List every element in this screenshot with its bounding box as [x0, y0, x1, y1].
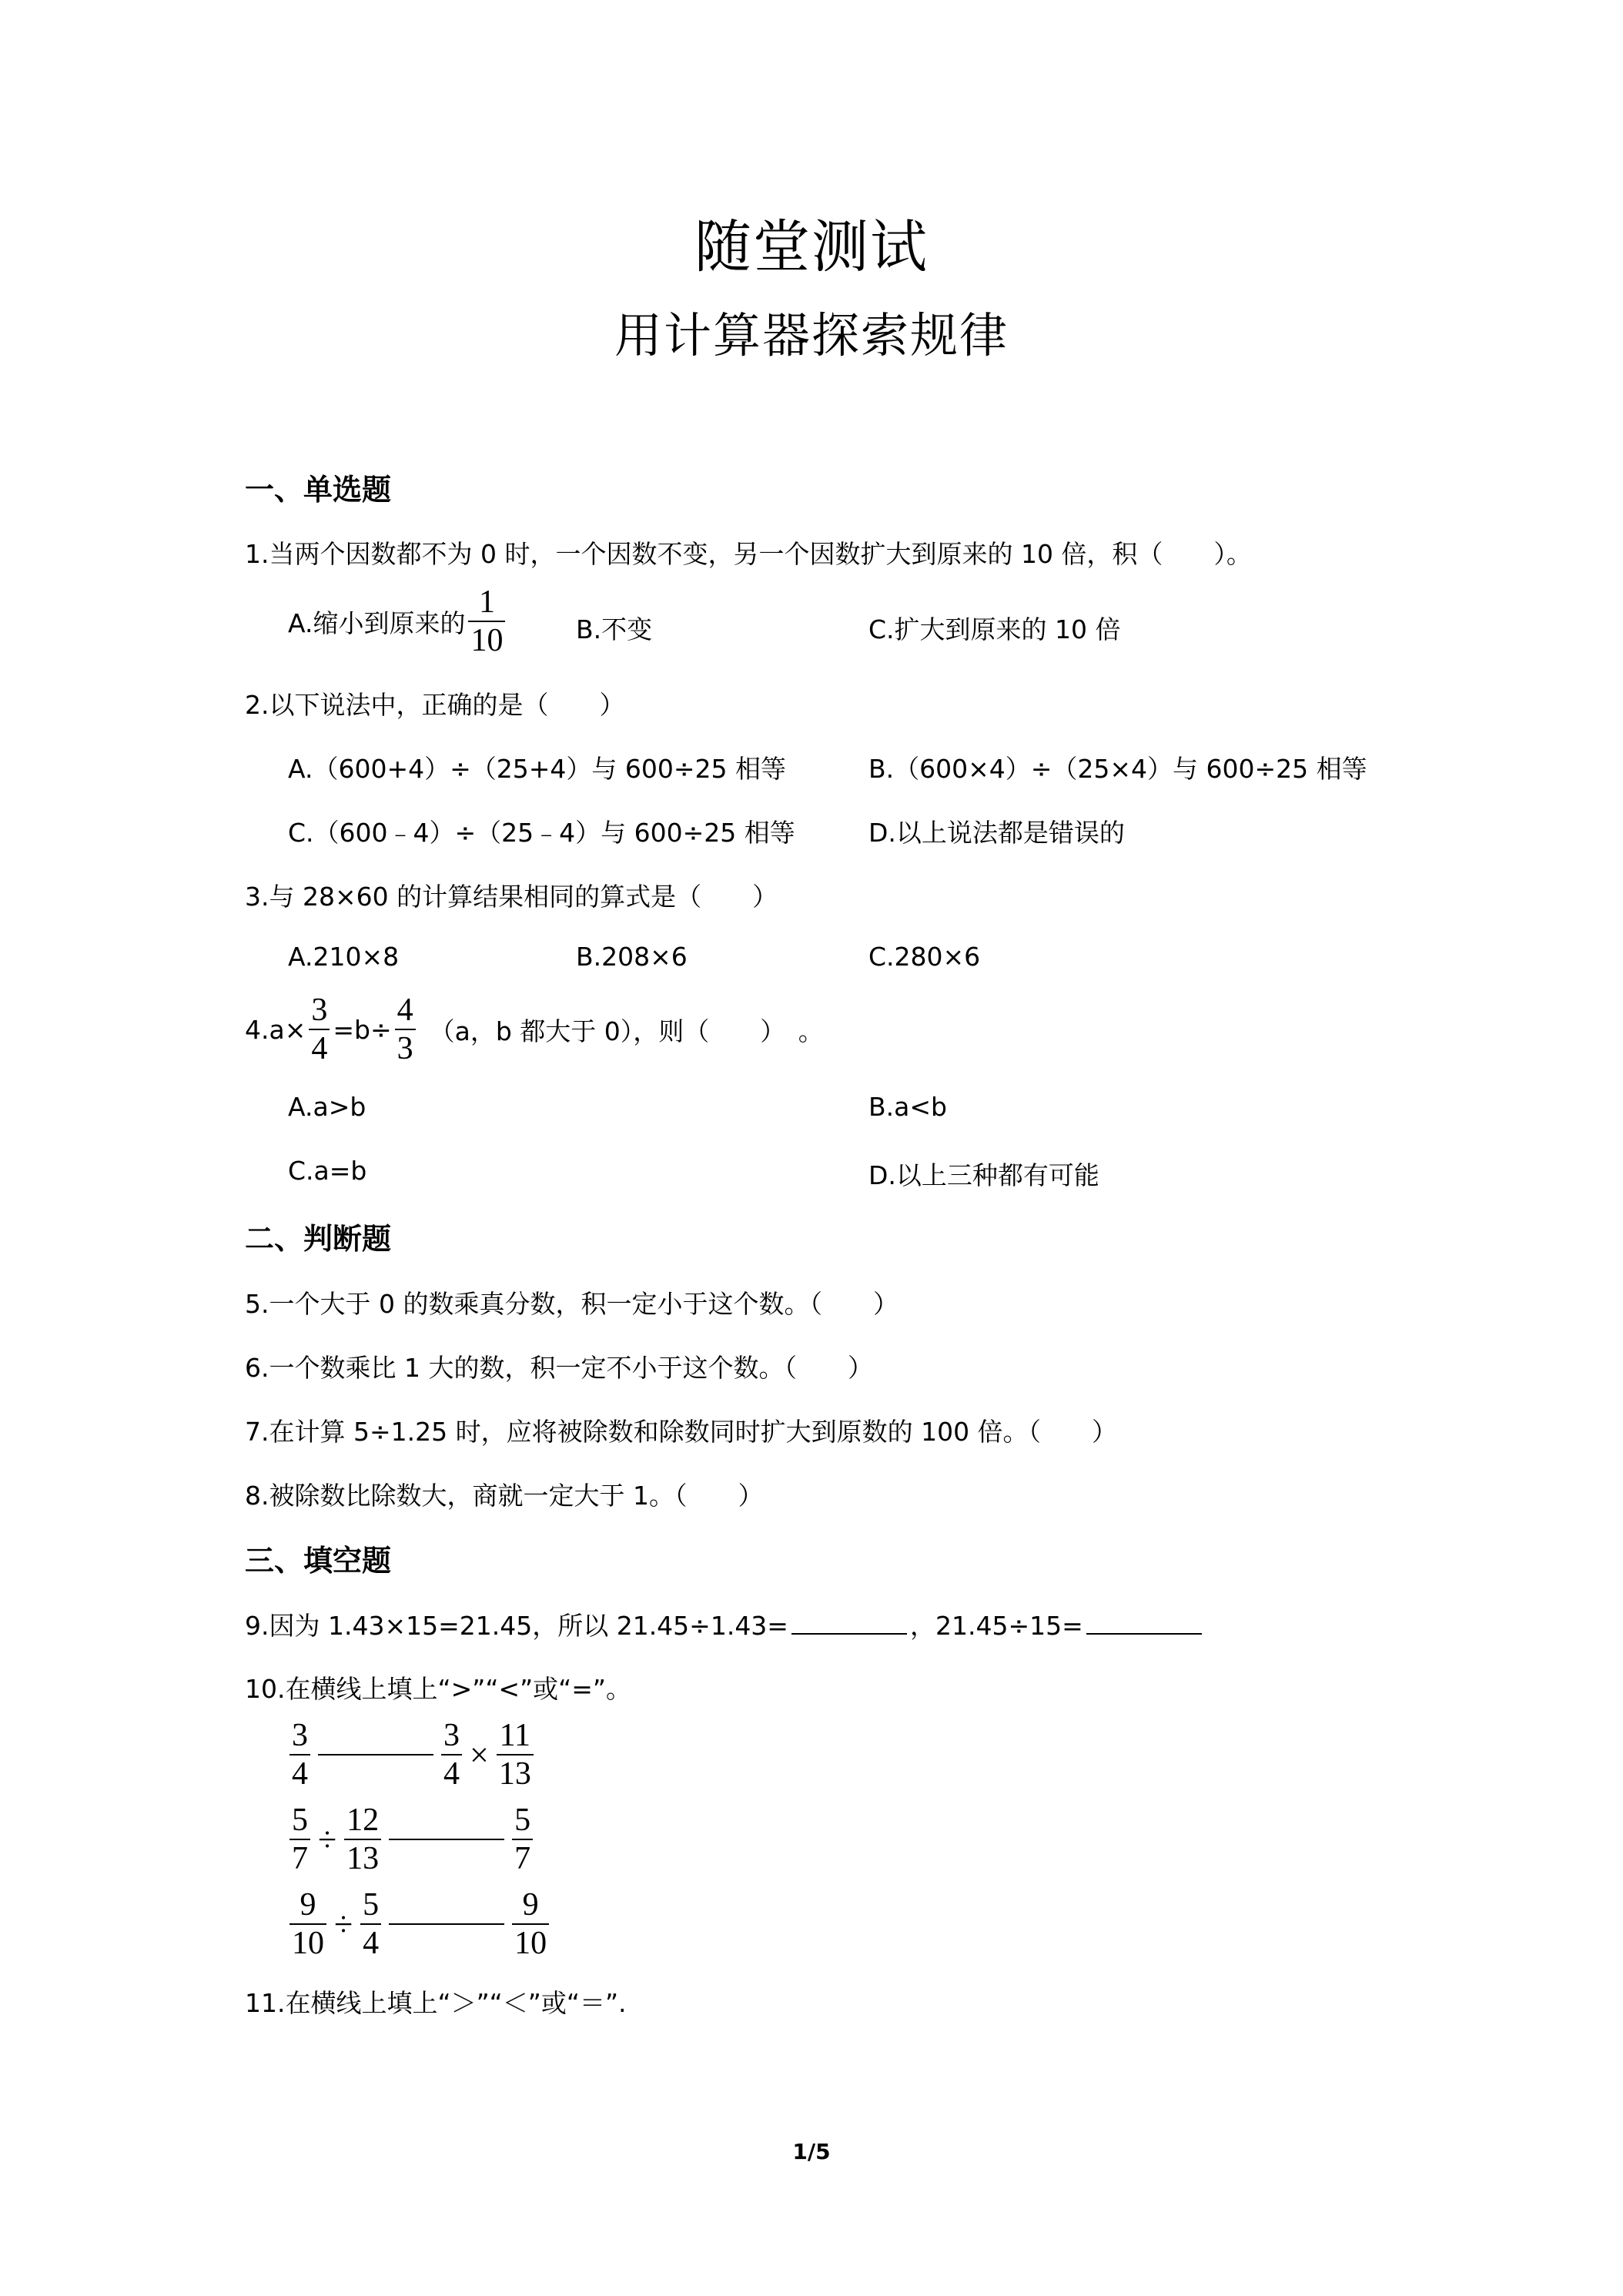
q10-row-1	[286, 1719, 537, 1791]
question-10: 10.在横线上填上“>”“<”或“=”。	[245, 1674, 632, 1704]
q3-option-a: A.210×8	[288, 942, 400, 972]
fraction: $\frac{9}{10}$	[512, 1888, 549, 1960]
q3-option-b: B.208×6	[576, 942, 688, 972]
q2-option-a: A.（600+4）÷（25+4）与 600÷25 相等	[288, 754, 787, 784]
divide-sign: ÷	[318, 1820, 337, 1859]
answer-blank	[791, 1632, 907, 1635]
q2-option-c: C.（600﹣4）÷（25﹣4）与 600÷25 相等	[288, 818, 795, 848]
divide-sign: ÷	[334, 1905, 353, 1943]
fraction: $\frac{1}{10}$	[468, 585, 505, 658]
section-heading-true-false: 二、判断题	[245, 1222, 392, 1256]
q4-option-c: C.a=b	[288, 1156, 367, 1186]
fraction: $\frac{5}{7}$	[512, 1803, 533, 1876]
q4-option-b: B.a<b	[868, 1092, 947, 1122]
page-number: 1/5	[792, 2139, 831, 2164]
question-3: 3.与 28×60 的计算结果相同的算式是（ ）	[245, 882, 778, 912]
q1-option-c: C.扩大到原来的 10 倍	[868, 614, 1121, 644]
fraction: $\frac{9}{10}$	[289, 1888, 326, 1960]
question-1: 1.当两个因数都不为 0 时，一个因数不变，另一个因数扩大到原来的 10 倍，积（ ）。	[245, 539, 1252, 569]
fraction: $\frac{4}{3}$	[395, 993, 416, 1066]
question-11: 11.在横线上填上“＞”“＜”或“＝”.	[245, 1988, 627, 2018]
q1-option-b: B.不变	[576, 614, 653, 644]
fraction: $\frac{3}{4}$	[289, 1719, 310, 1791]
question-4: 4.a× $\frac{3}{4}$ =b÷ $\frac{4}{3}$ （a，b 都大于 0），则（ ） 。	[245, 992, 824, 1067]
q4-option-d: D.以上三种都有可能	[868, 1160, 1099, 1190]
q1-option-a	[288, 585, 508, 658]
question-6: 6.一个数乘比 1 大的数，积一定不小于这个数。（ ）	[245, 1353, 873, 1383]
section-heading-fill-blank: 三、填空题	[245, 1544, 392, 1578]
question-7: 7.在计算 5÷1.25 时，应将被除数和除数同时扩大到原数的 100 倍。（ ）	[245, 1417, 1118, 1447]
q1-option-a-label: A.缩小到原来的	[288, 607, 466, 638]
answer-line	[318, 1754, 433, 1755]
q2-option-d: D.以上说法都是错误的	[868, 818, 1125, 848]
multiply-sign: ×	[470, 1735, 489, 1774]
q10-row-3	[286, 1888, 552, 1960]
question-9: 9.因为 1.43×15=21.45，所以 21.45÷1.43= ，21.45÷15=	[245, 1606, 1205, 1642]
section-heading-single-choice: 一、单选题	[245, 473, 392, 507]
question-5: 5.一个大于 0 的数乘真分数，积一定小于这个数。（ ）	[245, 1289, 899, 1319]
answer-blank	[1086, 1632, 1202, 1635]
q10-row-2	[286, 1803, 536, 1876]
fraction: $\frac{5}{4}$	[360, 1888, 381, 1960]
page-subtitle: 用计算器探索规律	[614, 307, 1009, 363]
question-8: 8.被除数比除数大，商就一定大于 1。（ ）	[245, 1481, 764, 1511]
fraction: $\frac{11}{13}$	[497, 1719, 534, 1791]
fraction: $\frac{3}{4}$	[441, 1719, 462, 1791]
fraction: $\frac{12}{13}$	[344, 1803, 381, 1876]
answer-line	[389, 1839, 504, 1840]
fraction: $\frac{3}{4}$	[309, 993, 330, 1066]
answer-line	[389, 1923, 504, 1925]
q3-option-c: C.280×6	[868, 942, 981, 972]
q4-option-a: A.a>b	[288, 1092, 366, 1122]
question-2: 2.以下说法中，正确的是（ ）	[245, 690, 625, 720]
fraction: $\frac{5}{7}$	[289, 1803, 310, 1876]
page-title: 随堂测试	[694, 214, 929, 280]
q2-option-b: B.（600×4）÷（25×4）与 600÷25 相等	[868, 754, 1367, 784]
